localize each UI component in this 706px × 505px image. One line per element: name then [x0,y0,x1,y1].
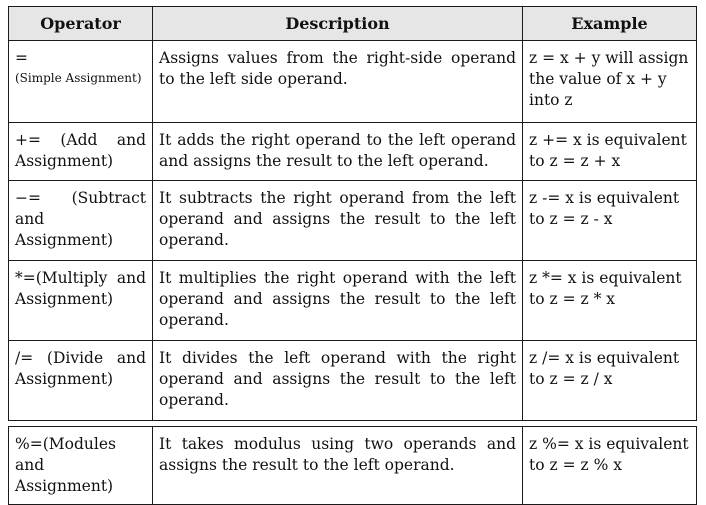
operator-note: (Simple Assignment) [15,71,142,85]
table-row [9,41,697,123]
operator-cell: %=(Modules and Assignment) [9,427,153,505]
description-cell: It divides the left operand with the right operand and assigns the result to the left operand. [153,341,523,421]
header-operator: Operator [9,7,153,41]
table-row [9,123,697,181]
example-cell: z %= x is equivalent to z = z % x [523,427,697,505]
description-cell: It multiplies the right operand with the left operand and assigns the result to the left operand. [153,261,523,341]
assignment-operators-table [8,6,697,505]
table-row [9,341,697,421]
operator-cell: *=(Multiply and Assignment) [9,261,153,341]
operator-cell: /= (Divide and Assignment) [9,341,153,421]
header-example: Example [523,7,697,41]
operator-table-container [8,6,696,505]
header-description: Description [153,7,523,41]
example-cell: z /= x is equivalent to z = z / x [523,341,697,421]
example-cell: z *= x is equivalent to z = z * x [523,261,697,341]
operator-cell: += (Add and Assignment) [9,123,153,181]
example-cell: z += x is equivalent to z = z + x [523,123,697,181]
description-cell: It takes modulus using two operands and assigns the result to the left operand. [153,427,523,505]
description-cell: It subtracts the right operand from the left operand and assigns the result to the left operand. [153,181,523,261]
table-row [9,427,697,505]
table-header-row [9,7,697,41]
operator-cell: −= (Subtract and Assignment) [9,181,153,261]
example-cell: z = x + y will assign the value of x + y into z [523,41,697,123]
description-cell: Assigns values from the right-side operand to the left side operand. [153,41,523,123]
operator-symbol: = [15,49,28,67]
operator-cell [9,41,153,123]
table-row [9,181,697,261]
description-cell: It adds the right operand to the left operand and assigns the result to the left operand. [153,123,523,181]
example-cell: z -= x is equivalent to z = z - x [523,181,697,261]
table-row [9,261,697,341]
